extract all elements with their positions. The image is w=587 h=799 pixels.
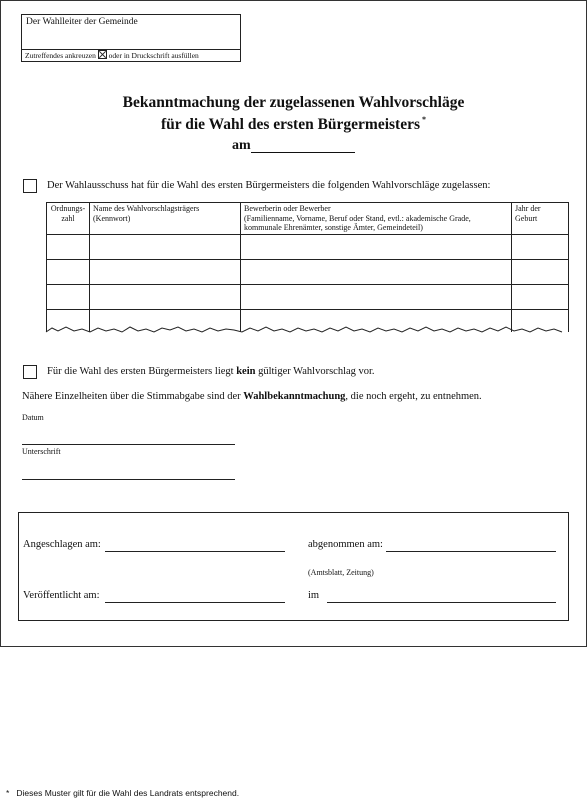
- title-line2: [0, 111, 587, 133]
- removed-label: abgenommen am:: [308, 539, 383, 550]
- table-row: [47, 284, 569, 309]
- signature-line[interactable]: [22, 479, 235, 480]
- header-box: [21, 14, 241, 62]
- posted-label: Angeschlagen am:: [23, 539, 101, 550]
- footnote: [6, 788, 239, 798]
- nominations-table: [46, 202, 569, 332]
- table-row: [47, 259, 569, 284]
- footnote-mark: *: [6, 788, 10, 798]
- date-prefix: am: [232, 138, 251, 153]
- date-line[interactable]: [22, 444, 235, 445]
- title-footnote-mark: *: [422, 115, 427, 124]
- authority-label: Der Wahlleiter der Gemeinde: [26, 17, 138, 27]
- published-label: Veröffentlicht am:: [23, 590, 100, 601]
- footnote-text: Dieses Muster gilt für die Wahl des Landrats entsprechend.: [16, 788, 240, 798]
- note-suffix: oder in Druckschrift ausfüllen: [108, 51, 199, 60]
- in-label: im: [308, 590, 320, 601]
- col-geburtsjahr: Jahr der Geburt: [512, 203, 569, 235]
- published-line[interactable]: [105, 602, 285, 603]
- table-tear-edge: [44, 320, 566, 336]
- col-ordnungszahl: Ordnungs- zahl: [47, 203, 90, 235]
- none-valid-checkbox[interactable]: [23, 365, 37, 379]
- col-bewerber: Bewerberin oder Bewerber (Familienname, Vorname, Beruf oder Stand, evtl.: akademische Grade, kommunale Ehrenämter, sonstige Ämter, Gemeindeteil): [241, 203, 512, 235]
- admitted-checkbox[interactable]: [23, 179, 37, 193]
- none-valid-text: Für die Wahl des ersten Bürgermeisters liegt kein gültiger Wahlvorschlag vor.: [47, 366, 375, 377]
- posted-line[interactable]: [105, 551, 285, 552]
- note-prefix: Zutreffendes ankreuzen: [25, 51, 96, 60]
- signature-label: Unterschrift: [22, 447, 61, 456]
- admitted-text: Der Wahlausschuss hat für die Wahl des ersten Bürgermeisters die folgenden Wahlvorschläge zugelassen:: [47, 180, 491, 191]
- fill-instruction: [22, 49, 240, 61]
- crossed-box-icon: [98, 50, 107, 59]
- posting-box: [18, 512, 569, 621]
- removed-line[interactable]: [386, 551, 556, 552]
- gazette-note: (Amtsblatt, Zeitung): [308, 568, 374, 577]
- table-header-row: [47, 203, 569, 235]
- publication-medium-line[interactable]: [327, 602, 556, 603]
- date-blank[interactable]: [251, 152, 355, 153]
- date-label: Datum: [22, 413, 44, 422]
- details-text: Nähere Einzelheiten über die Stimmabgabe sind der Wahlbekanntmachung, die noch ergeht, zu entnehmen.: [22, 391, 482, 402]
- table-row: [47, 234, 569, 259]
- title-line1: Bekanntmachung der zugelassenen Wahlvorschläge: [122, 94, 465, 111]
- col-wahlvorschlagstraeger: Name des Wahlvorschlagsträgers (Kennwort): [90, 203, 241, 235]
- title-line2-text: für die Wahl des ersten Bürgermeisters: [160, 116, 421, 133]
